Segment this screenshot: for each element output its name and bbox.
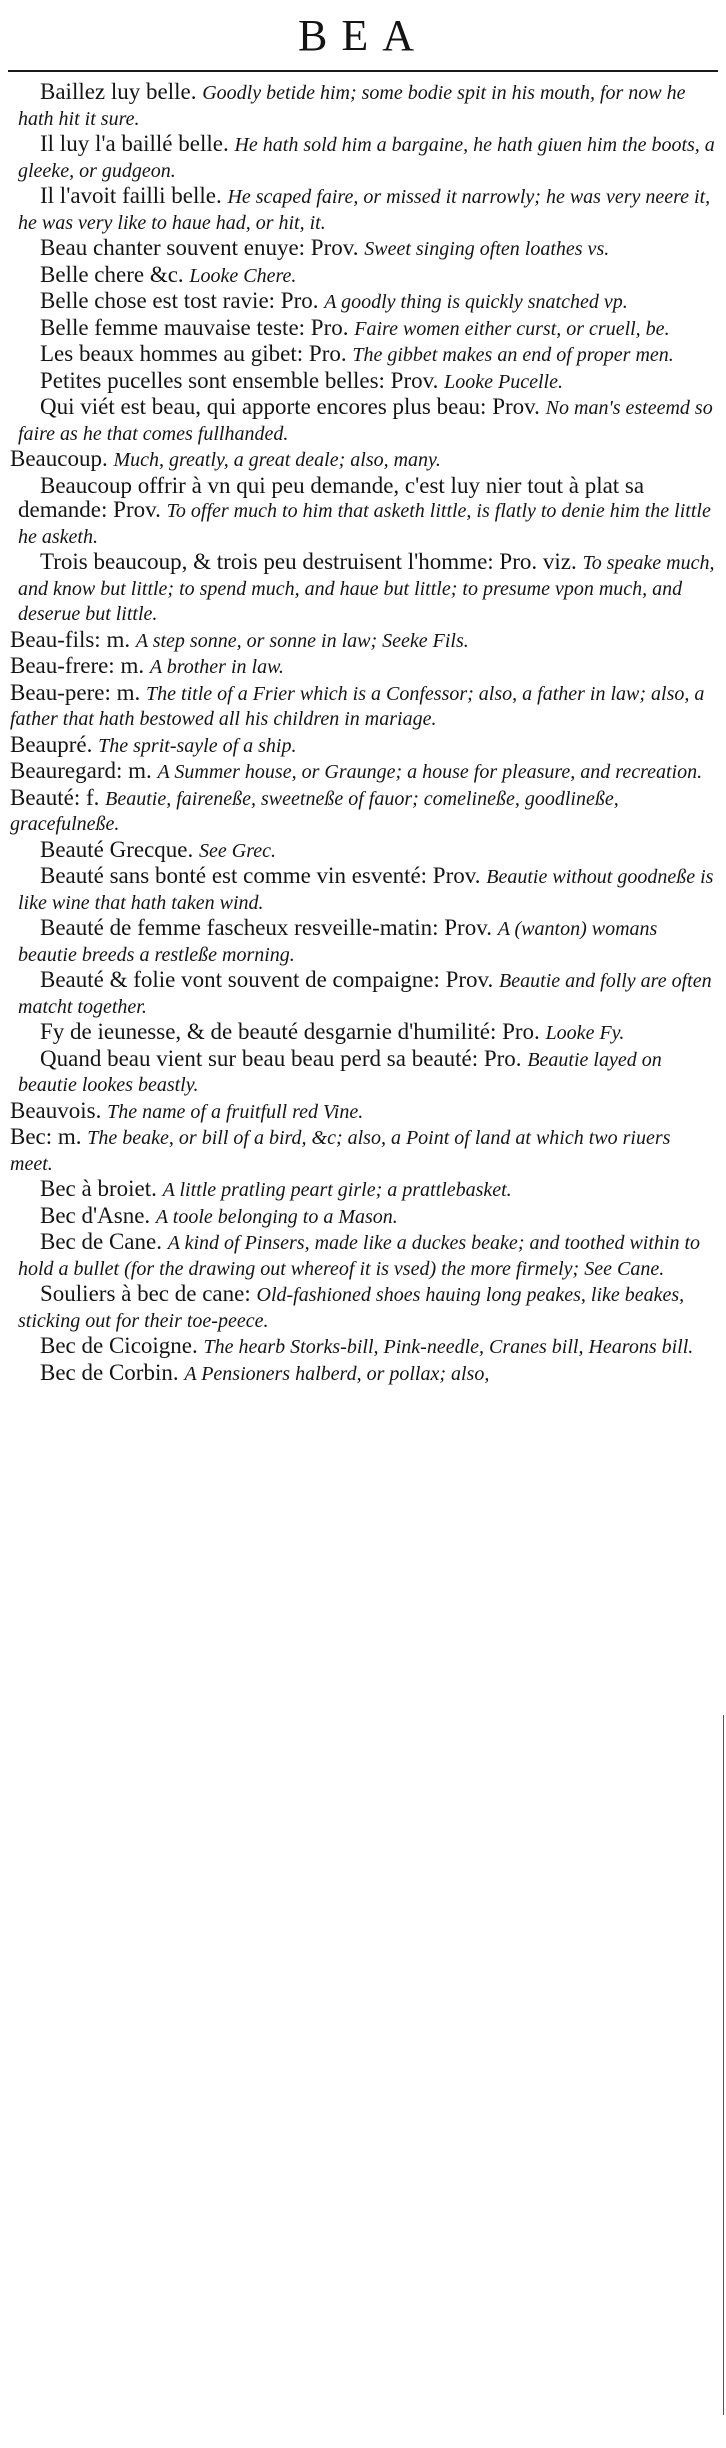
entry-headword: Belle chose est tost ravie: Pro. xyxy=(40,288,319,313)
entry-headword: Souliers à bec de cane: xyxy=(40,1281,251,1306)
entry-gloss: A Pensioners halberd, or pollax; also, xyxy=(184,1362,490,1385)
entry-gloss: The beake, or bill of a bird, &c; also, a Point of land at which two riuers meet. xyxy=(10,1127,671,1175)
entry-headword: Il l'avoit failli belle. xyxy=(40,183,222,208)
dictionary-entry xyxy=(0,1361,726,1387)
entry-headword: Bec de Corbin. xyxy=(40,1359,179,1385)
entry-headword: Bec à broiet. xyxy=(40,1176,157,1201)
dictionary-entry xyxy=(0,289,726,315)
entry-headword: Beauregard: m. xyxy=(10,758,152,783)
entry-headword: Beaucoup. xyxy=(10,446,108,471)
dictionary-entry xyxy=(0,132,726,183)
entry-gloss: See Grec. xyxy=(199,839,277,862)
dictionary-entry xyxy=(0,759,726,785)
dictionary-entry xyxy=(0,733,726,759)
dictionary-entry xyxy=(0,681,726,732)
entry-gloss: To speake much, and know but little; to spend much, and haue but little; to presume vpon much, and deserue but little. xyxy=(18,552,715,625)
dictionary-entry xyxy=(0,1177,726,1203)
dictionary-entry xyxy=(0,628,726,654)
entry-gloss: No man's esteemd so faire as he that comes fullhanded. xyxy=(18,397,713,445)
dictionary-entry xyxy=(0,1282,726,1333)
dictionary-entry xyxy=(0,474,726,550)
entry-headword: Petites pucelles sont ensemble belles: Prov. xyxy=(40,367,439,393)
entry-headword: Beaucoup offrir à vn qui peu demande, c'est luy nier tout à plat sa demande: Prov. xyxy=(18,472,645,522)
dictionary-entry xyxy=(0,1020,726,1046)
entry-gloss: A Summer house, or Graunge; a house for pleasure, and recreation. xyxy=(157,761,703,783)
entry-gloss: A kind of Pinsers, made like a duckes beake; and toothed within to hold a bullet (for the drawing out whereof it is vsed) the more firmely; See Cane. xyxy=(18,1232,701,1280)
entry-headword: Beau-pere: m. xyxy=(10,679,141,705)
dictionary-entry xyxy=(0,263,726,289)
entry-headword: Belle chere &c. xyxy=(40,261,184,287)
entry-headword: Bec de Cicoigne. xyxy=(40,1333,198,1358)
entry-headword: Beau chanter souvent enuye: Prov. xyxy=(40,235,359,260)
entry-headword: Bec: m. xyxy=(10,1124,82,1149)
entry-gloss: The gibbet makes an end of proper men. xyxy=(352,344,674,366)
entry-headword: Beaupré. xyxy=(10,731,93,757)
entry-gloss: Beautie without goodneße is like wine that hath taken wind. xyxy=(18,866,714,914)
dictionary-entry xyxy=(0,550,726,627)
entry-headword: Bec d'Asne. xyxy=(40,1202,151,1228)
dictionary-entry xyxy=(0,1047,726,1098)
entry-headword: Beauté: f. xyxy=(10,784,100,810)
entry-gloss: A (wanton) womans beautie breeds a restleße morning. xyxy=(18,918,658,966)
dictionary-entry xyxy=(0,342,726,368)
entry-headword: Beau-frere: m. xyxy=(10,653,145,678)
entry-headword: Fy de ieunesse, & de beauté desgarnie d'humilité: Pro. xyxy=(40,1019,540,1044)
dictionary-entry xyxy=(0,968,726,1019)
entry-gloss: The title of a Frier which is a Confessor; also, a father in law; also, a father that hath bestowed all his children in mariage. xyxy=(10,682,705,730)
dictionary-entry xyxy=(0,395,726,446)
entry-gloss: Looke Chere. xyxy=(189,264,297,287)
dictionary-entry xyxy=(0,369,726,395)
entry-gloss: Faire women either curst, or cruell, be. xyxy=(354,317,670,340)
entry-headword: Trois beaucoup, & trois peu destruisent l'homme: Pro. viz. xyxy=(40,549,577,574)
entry-headword: Beau-fils: m. xyxy=(10,626,131,652)
entry-headword: Beauté Grecque. xyxy=(40,836,194,862)
page-header: BEA xyxy=(298,11,428,60)
entry-headword: Beauvois. xyxy=(10,1097,102,1123)
dictionary-entry xyxy=(0,1099,726,1125)
entry-headword: Baillez luy belle. xyxy=(40,79,197,104)
entry-gloss: Looke Pucelle. xyxy=(444,370,563,393)
entry-gloss: Beautie layed on beautie lookes beastly. xyxy=(18,1048,662,1096)
dictionary-entry xyxy=(0,654,726,680)
entry-headword: Beauté de femme fascheux resveille-matin: Prov. xyxy=(40,915,492,940)
entry-headword: Beauté & folie vont souvent de compaigne: Prov. xyxy=(40,967,494,992)
entry-headword: Belle femme mauvaise teste: Pro. xyxy=(40,314,349,340)
entry-gloss: A step sonne, or sonne in law; Seeke Fils. xyxy=(135,629,469,652)
dictionary-entry xyxy=(0,184,726,235)
entry-gloss: Looke Fy. xyxy=(545,1022,625,1044)
dictionary-entry xyxy=(0,1334,726,1360)
entry-gloss: A toole belonging to a Mason. xyxy=(155,1205,398,1228)
entry-gloss: He hath sold him a bargaine, he hath giuen him the boots, a gleeke, or gudgeon. xyxy=(18,134,715,182)
dictionary-entry xyxy=(0,1125,726,1176)
entry-gloss: A brother in law. xyxy=(149,656,284,678)
entry-gloss: The hearb Storks-bill, Pink-needle, Cranes bill, Hearons bill. xyxy=(203,1336,694,1358)
entry-headword: Qui viét est beau, qui apporte encores plus beau: Prov. xyxy=(40,394,540,419)
dictionary-entry xyxy=(0,447,726,473)
entry-headword: Il luy l'a baillé belle. xyxy=(40,131,229,156)
entry-gloss: A little pratling peart girle; a prattlebasket. xyxy=(162,1179,512,1201)
dictionary-entry xyxy=(0,786,726,837)
dictionary-entry xyxy=(0,916,726,967)
dictionary-entry xyxy=(0,236,726,262)
header-rule xyxy=(8,70,718,72)
entry-headword: Bec de Cane. xyxy=(40,1229,162,1254)
dictionary-entry xyxy=(0,80,726,131)
entry-gloss: He scaped faire, or missed it narrowly; he was very neere it, he was very like to haue had, or hit, it. xyxy=(18,186,711,234)
dictionary-entry xyxy=(0,1230,726,1281)
dictionary-entry xyxy=(0,864,726,915)
entry-gloss: Beautie and folly are often matcht together. xyxy=(18,970,712,1018)
entry-headword: Les beaux hommes au gibet: Pro. xyxy=(40,341,347,366)
dictionary-entry xyxy=(0,838,726,864)
entry-gloss: Goodly betide him; some bodie spit in his mouth, for now he hath hit it sure. xyxy=(18,82,686,130)
entry-list xyxy=(0,80,726,2448)
entry-gloss: A goodly thing is quickly snatched vp. xyxy=(324,291,628,313)
entry-gloss: Beautie, faireneße, sweetneße of fauor; comelineße, goodlineße, gracefulneße. xyxy=(10,787,619,835)
entry-headword: Quand beau vient sur beau beau perd sa beauté: Pro. xyxy=(40,1045,522,1071)
dictionary-entry xyxy=(0,1204,726,1230)
entry-gloss: The name of a fruitfull red Vine. xyxy=(107,1100,364,1123)
dictionary-entry xyxy=(0,316,726,342)
entry-headword: Beauté sans bonté est comme vin esventé: Prov. xyxy=(40,863,481,888)
entry-gloss: Sweet singing often loathes vs. xyxy=(364,238,610,260)
entry-gloss: To offer much to him that asketh little, is flatly to denie him the little he asketh. xyxy=(18,500,711,548)
entry-gloss: Much, greatly, a great deale; also, many. xyxy=(113,449,441,471)
entry-gloss: Old-fashioned shoes hauing long peakes, like beakes, sticking out for their toe-peece. xyxy=(18,1284,685,1332)
entry-gloss: The sprit-sayle of a ship. xyxy=(98,734,297,757)
right-margin-rule xyxy=(723,1715,724,2415)
